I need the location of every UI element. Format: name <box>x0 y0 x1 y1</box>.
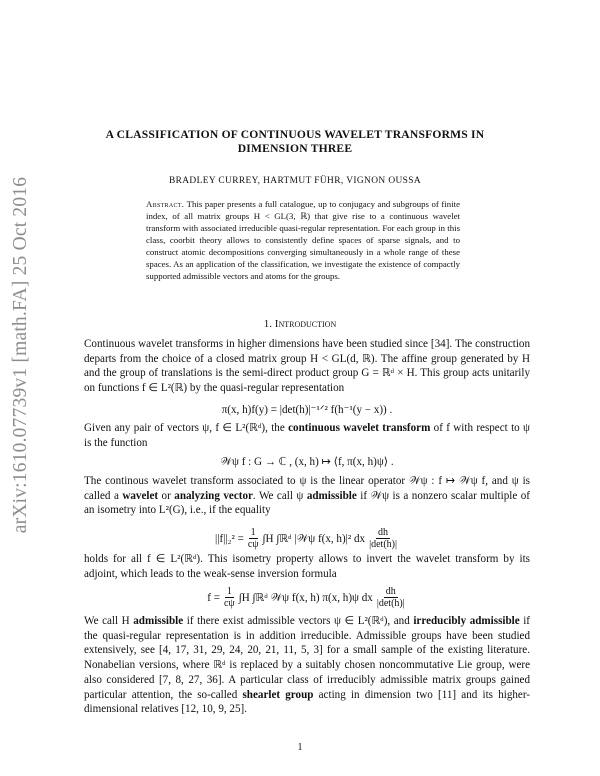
page-number: 1 <box>297 742 303 753</box>
arxiv-identifier-stamp[interactable] <box>3 120 39 590</box>
equation-quasi-regular-text: π(x, h)f(y) = |det(h)|⁻¹ᐟ² f(h⁻¹(y − x)) . <box>221 404 393 416</box>
eq3-frac-num: 1 <box>250 527 256 538</box>
paper-title <box>70 128 520 156</box>
paragraph-intro: Continuous wavelet transforms in higher dimensions have been studied since [34]. The construction departs from the choice of a closed matrix group H < GL(d, ℝ). The affine group generated by H and the group of translations is the semi-direct product group G = ℝᵈ × H. This group acts unitarily on functions f ∈ L²(ℝ) by the quasi-regular representation <box>84 338 530 395</box>
p3-text-e: . We call ψ <box>252 489 307 502</box>
p5-text-e: if the quasi-regular representation is in addition irreducible. Admissible groups have been studied extensively, see [4, 17, 31, 29, 24, 20, 21, 11, 5, 3] for a small sample of the existing literature. Nonabelian versions, where ℝᵈ is replaced by a suitably chosen noncommutative Lie group, were also considered [7, 8, 27, 36]. A particular class of irreducibly admissible matrix groups gained particular attention, the so-called <box>84 615 530 701</box>
title-line-2: DIMENSION THREE <box>237 142 353 155</box>
abstract <box>146 198 460 282</box>
eq3-fraction <box>248 527 259 550</box>
abstract-text: This paper presents a full catalogue, up to conjugacy and subgroups of finite index, of all matrix groups H < GL(3, ℝ) that give rise to a continuous wavelet transform with associated irreducible quasi-regular representation. For each group in this class, coorbit theory allows to consistently define spaces of sparse signals, and to construct atomic decompositions converging simultaneously in a whole range of these spaces. As an application of the classification, we investigate the existence of compactly supported admissible vectors and atoms for the groups. <box>146 199 460 281</box>
eq4-frac-den: cψ <box>223 598 235 609</box>
eq4-frac-num: 1 <box>226 586 232 597</box>
paragraph-admissible-definition <box>84 474 530 518</box>
p5-text-a: We call H <box>84 615 134 627</box>
term-shearlet-group: shearlet group <box>242 688 314 701</box>
eq3-frac2-den: |det(h)| <box>369 539 397 550</box>
term-continuous-wavelet-transform: continuous wavelet transform <box>288 422 431 434</box>
arxiv-stamp-text: arXiv:1610.07739v1 [math.FA] 25 Oct 2016 <box>10 176 31 534</box>
eq3-frac-den: cψ <box>247 539 259 550</box>
eq3-lhs: ||f||₂² = <box>215 532 244 545</box>
term-admissible-group: admissible <box>133 615 184 627</box>
equation-isometry <box>84 527 530 550</box>
eq4-lhs: f = <box>207 591 220 604</box>
term-wavelet: wavelet <box>122 489 159 502</box>
eq4-body: ∫H ∫ℝᵈ 𝒲ψ f(x, h) π(x, h)ψ dx <box>238 591 373 604</box>
term-admissible: admissible <box>306 489 357 502</box>
title-line-1: A CLASSIFICATION OF CONTINUOUS WAVELET TRANSFORMS IN <box>105 128 485 141</box>
equation-wavelet-transform-text: 𝒲ψ f : G → ℂ , (x, h) ↦ ⟨f, π(x, h)ψ⟩ . <box>220 456 394 468</box>
p3-text-a: The continous wavelet transform associated to ψ is the linear operator 𝒲ψ : f ↦ 𝒲ψ f, and ψ is called a <box>84 475 530 502</box>
p3-text-g: if 𝒲ψ is a nonzero scalar multiple of an isometry into L²(G), i.e., if the equality <box>84 489 530 517</box>
p5-text-c: if there exist admissible vectors ψ ∈ L²(ℝᵈ), and <box>183 615 414 627</box>
abstract-label: Abstract. <box>146 199 185 209</box>
term-irreducibly-admissible: irreducibly admissible <box>413 615 520 627</box>
eq4-frac2-den: |det(h)| <box>376 598 405 609</box>
author-list: BRADLEY CURREY, HARTMUT FÜHR, VIGNON OUSSA <box>168 176 422 186</box>
term-analyzing-vector: analyzing vector <box>174 489 253 502</box>
eq4-fraction <box>224 586 235 609</box>
p2-text-a: Given any pair of vectors ψ, f ∈ L²(ℝᵈ), the <box>84 422 289 434</box>
eq4-measure-fraction <box>377 586 405 609</box>
paragraph-admissible-groups <box>84 614 530 717</box>
eq3-body: ∫H ∫ℝᵈ |𝒲ψ f(x, h)|² dx <box>262 532 366 545</box>
section-heading <box>70 318 530 330</box>
eq3-frac2-num: dh <box>378 527 389 538</box>
paragraph-wavelet-transform <box>84 421 530 450</box>
section-title: Introduction <box>274 318 337 330</box>
paragraph-isometry: holds for all f ∈ L²(ℝᵈ). This isometry property allows to invert the wavelet transform by its adjoint, which leads to the weak-sense inversion formula <box>84 553 530 580</box>
eq4-frac2-num: dh <box>385 586 396 597</box>
equation-inversion <box>84 586 530 609</box>
section-number: 1. <box>263 318 273 330</box>
p5-text-g: acting in dimension two [11] and its higher-dimensional relatives [12, 10, 9, 25]. <box>84 688 531 716</box>
p3-text-c: or <box>158 489 175 502</box>
p2-text-c: of f with respect to ψ is the function <box>84 422 530 449</box>
eq3-measure-fraction <box>369 527 397 550</box>
equation-wavelet-transform <box>84 455 530 469</box>
equation-quasi-regular <box>84 403 530 416</box>
